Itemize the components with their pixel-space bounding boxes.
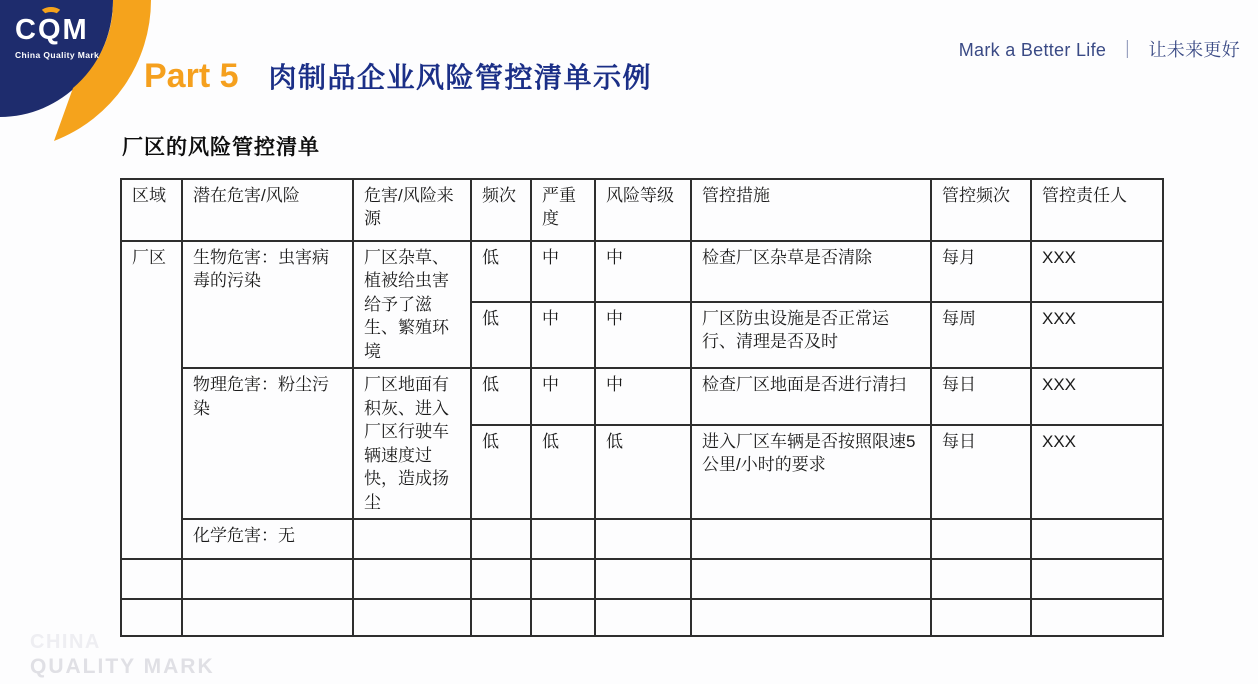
hazard-cell: 物理危害：粉尘污染 — [182, 368, 353, 519]
col-header-region: 区域 — [121, 179, 182, 241]
empty-cell — [471, 599, 531, 636]
table-header-row — [121, 179, 1163, 241]
empty-cell — [1031, 599, 1163, 636]
col-header-measure: 管控措施 — [691, 179, 931, 241]
empty-cell — [595, 559, 691, 599]
table-row — [121, 519, 1163, 559]
severity-cell: 中 — [531, 302, 595, 369]
frequency-cell: 低 — [471, 302, 531, 369]
page-title: 肉制品企业风险管控清单示例 — [268, 62, 653, 93]
empty-cell — [531, 599, 595, 636]
slide-title — [144, 56, 652, 96]
measure-cell: 检查厂区地面是否进行清扫 — [691, 368, 931, 425]
empty-cell — [182, 599, 353, 636]
col-header-hazard: 潜在危害/风险 — [182, 179, 353, 241]
measure-cell: 厂区防虫设施是否正常运行、清理是否及时 — [691, 302, 931, 369]
frequency-cell: 低 — [471, 241, 531, 302]
watermark-line2: QUALITY MARK — [30, 655, 215, 678]
region-cell: 厂区 — [121, 241, 182, 559]
empty-cell — [931, 599, 1031, 636]
empty-cell — [1031, 559, 1163, 599]
risk-level-cell: 中 — [595, 368, 691, 425]
control-frequency-cell: 每日 — [931, 368, 1031, 425]
col-header-source: 危害/风险来源 — [353, 179, 471, 241]
person-cell: XXX — [1031, 241, 1163, 302]
person-cell: XXX — [1031, 368, 1163, 425]
watermark-line1: CHINA — [30, 631, 101, 653]
empty-cell — [471, 559, 531, 599]
table-row — [121, 559, 1163, 599]
empty-cell — [595, 599, 691, 636]
table-row — [121, 599, 1163, 636]
empty-cell — [931, 519, 1031, 559]
brand-tagline — [959, 36, 1240, 62]
measure-cell: 进入厂区车辆是否按照限速5公里/小时的要求 — [691, 425, 931, 519]
person-cell: XXX — [1031, 302, 1163, 369]
empty-cell — [353, 519, 471, 559]
col-header-control-frequency: 管控频次 — [931, 179, 1031, 241]
control-frequency-cell: 每日 — [931, 425, 1031, 519]
empty-cell — [931, 559, 1031, 599]
col-header-severity: 严重度 — [531, 179, 595, 241]
empty-cell — [531, 559, 595, 599]
empty-cell — [595, 519, 691, 559]
empty-cell — [691, 599, 931, 636]
table-row — [121, 368, 1163, 425]
risk-level-cell: 低 — [595, 425, 691, 519]
empty-cell — [531, 519, 595, 559]
measure-cell: 检查厂区杂草是否清除 — [691, 241, 931, 302]
part-label: Part 5 — [144, 57, 239, 95]
frequency-cell: 低 — [471, 425, 531, 519]
control-frequency-cell: 每周 — [931, 302, 1031, 369]
empty-cell — [353, 559, 471, 599]
risk-control-table — [120, 178, 1164, 637]
empty-cell — [691, 559, 931, 599]
frequency-cell: 低 — [471, 368, 531, 425]
severity-cell: 中 — [531, 241, 595, 302]
hazard-cell: 化学危害：无 — [182, 519, 353, 559]
severity-cell: 中 — [531, 368, 595, 425]
source-cell: 厂区地面有积灰、进入厂区行驶车辆速度过快，造成扬尘 — [353, 368, 471, 519]
risk-level-cell: 中 — [595, 241, 691, 302]
table-row — [121, 241, 1163, 302]
tagline-english: Mark a Better Life — [958, 40, 1107, 60]
col-header-frequency: 频次 — [471, 179, 531, 241]
empty-cell — [353, 599, 471, 636]
tagline-separator: ｜ — [1118, 40, 1137, 60]
empty-cell — [471, 519, 531, 559]
empty-cell — [182, 559, 353, 599]
source-cell: 厂区杂草、植被给虫害给予了滋生、繁殖环境 — [353, 241, 471, 368]
empty-cell — [121, 599, 182, 636]
watermark — [30, 632, 215, 678]
empty-cell — [691, 519, 931, 559]
control-frequency-cell: 每月 — [931, 241, 1031, 302]
hazard-cell: 生物危害：虫害病毒的污染 — [182, 241, 353, 368]
col-header-risk-level: 风险等级 — [595, 179, 691, 241]
logo-text: CQM — [15, 14, 89, 46]
logo-subtext: China Quality Mark — [15, 50, 100, 60]
empty-cell — [121, 559, 182, 599]
tagline-chinese: 让未来更好 — [1148, 40, 1240, 60]
person-cell: XXX — [1031, 425, 1163, 519]
risk-level-cell: 中 — [595, 302, 691, 369]
empty-cell — [1031, 519, 1163, 559]
severity-cell: 低 — [531, 425, 595, 519]
col-header-person: 管控责任人 — [1031, 179, 1163, 241]
section-subtitle: 厂区的风险管控清单 — [122, 136, 320, 159]
